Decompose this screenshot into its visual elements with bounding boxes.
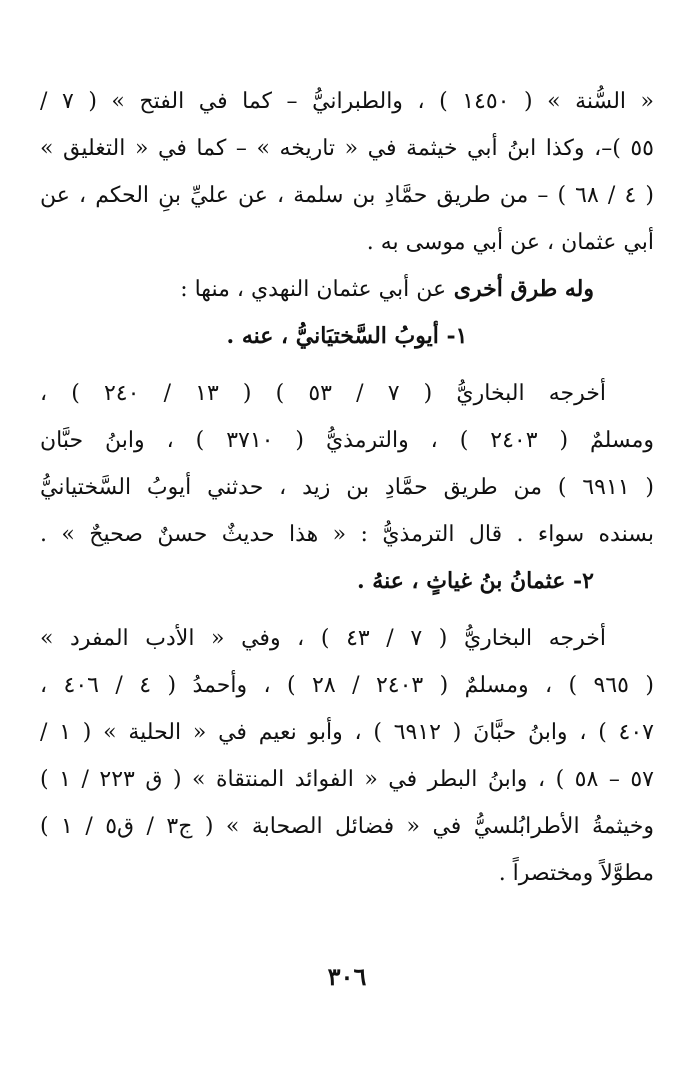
text-line-16: وخيثمةُ الأطرابُلسيُّ في « فضائل الصحابة » ( ج٣ / ق٥ / ١ ) [40,814,654,839]
text-line-7: أخرجه البخاريُّ ( ٧ / ٥٣ ) ( ١٣ / ٢٤٠ ) ، [40,381,606,406]
page-body [40,78,654,897]
text-line-9: ( ٦٩١١ ) من طريق حمَّادِ بن زيد ، حدثني أيوبُ السَّختيانيُّ [40,475,654,500]
text-line-8: ومسلمٌ ( ٢٤٠٣ ) ، والترمذيُّ ( ٣٧١٠ ) ، وابنُ حبَّان [40,428,654,453]
text-line-15: ٥٧ – ٥٨ ) ، وابنُ البطر في « الفوائد المنتقاة » ( ق ٢٢٣ / ١ ) [40,767,654,792]
other-routes-lead: وله طرق أخرى [453,276,594,302]
other-routes-rest: عن أبي عثمان النهدي ، منها : [180,277,447,302]
section-heading-2: ٢- عثمانُ بنُ غياثٍ ، عنهُ . [356,568,594,594]
text-line-3: ( ٤ / ٦٨ ) – من طريق حمَّادِ بن سلمة ، عن عليِّ بنِ الحكم ، عن [40,183,654,208]
text-line-10: بسنده سواء . قال الترمذيُّ : « هذا حديثٌ حسنٌ صحيحٌ » . [40,522,654,547]
page-number: ٣٠٦ [327,962,367,991]
text-line-1: « السُّنة » ( ١٤٥٠ ) ، والطبرانيُّ – كما في الفتح » ( ٧ / [40,89,654,114]
text-line-13: ( ٩٦٥ ) ، ومسلمٌ ( ٢٤٠٣ / ٢٨ ) ، وأحمدُ ( ٤ / ٤٠٦ ، [40,673,654,698]
section-heading-1: ١- أيوبُ السَّختيَانيُّ ، عنه . [226,323,468,349]
text-line-4: أبي عثمان ، عن أبي موسى به . [366,230,654,255]
text-line-2: ٥٥ )–، وكذا ابنُ أبي خيثمة في « تاريخه » – كما في « التغليق » [40,136,654,161]
other-routes-line [40,266,654,313]
text-line-14: ٤٠٧ ) ، وابنُ حبَّانَ ( ٦٩١٢ ) ، وأبو نعيم في « الحلية » ( ١ / [40,720,654,745]
text-line-17: مطوَّلاً ومختصراً . [498,861,654,886]
text-line-12: أخرجه البخاريُّ ( ٧ / ٤٣ ) ، وفي « الأدب المفرد » [40,626,606,651]
